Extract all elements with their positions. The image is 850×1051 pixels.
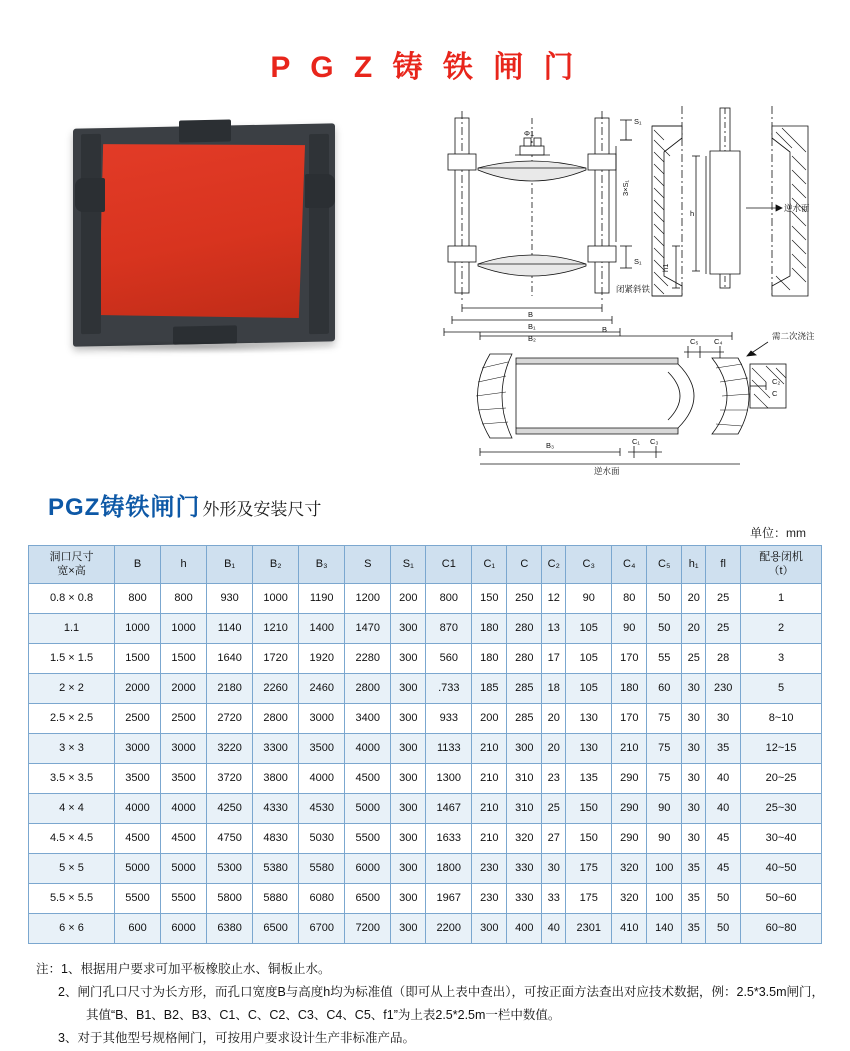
table-cell: 600 bbox=[115, 914, 161, 944]
table-cell: 4750 bbox=[207, 824, 253, 854]
table-cell: 1720 bbox=[253, 644, 299, 674]
gate-lug-left bbox=[75, 178, 105, 212]
table-cell: 300 bbox=[391, 674, 426, 704]
table-cell: 1467 bbox=[426, 794, 472, 824]
table-cell: 3000 bbox=[299, 704, 345, 734]
cell-opening-size: 3.5 × 3.5 bbox=[29, 764, 115, 794]
table-cell: 800 bbox=[426, 584, 472, 614]
label-c2: C₂ bbox=[772, 377, 781, 386]
col-header-C2: C₂ bbox=[542, 546, 566, 584]
table-cell: 210 bbox=[472, 764, 507, 794]
table-cell: 150 bbox=[566, 824, 612, 854]
table-cell: 45 bbox=[706, 824, 741, 854]
table-cell: 4250 bbox=[207, 794, 253, 824]
table-cell: 1640 bbox=[207, 644, 253, 674]
table-cell: 75 bbox=[647, 764, 682, 794]
table-cell: 5380 bbox=[253, 854, 299, 884]
table-cell: 4000 bbox=[161, 794, 207, 824]
table-cell: 7200 bbox=[345, 914, 391, 944]
table-cell: 40 bbox=[706, 764, 741, 794]
table-cell: 170 bbox=[612, 704, 647, 734]
table-cell: 4500 bbox=[161, 824, 207, 854]
table-cell: 3000 bbox=[161, 734, 207, 764]
cell-opening-size: 1.5 × 1.5 bbox=[29, 644, 115, 674]
table-cell: 300 bbox=[391, 764, 426, 794]
table-cell: 4000 bbox=[345, 734, 391, 764]
table-cell: 2260 bbox=[253, 674, 299, 704]
drawing-svg bbox=[420, 96, 830, 476]
table-cell: 2000 bbox=[115, 674, 161, 704]
table-cell: 3000 bbox=[115, 734, 161, 764]
col-header-h: h bbox=[161, 546, 207, 584]
table-cell: 200 bbox=[391, 584, 426, 614]
table-cell: 90 bbox=[647, 794, 682, 824]
table-cell: 320 bbox=[612, 884, 647, 914]
table-cell: 290 bbox=[612, 824, 647, 854]
label-b-front: B bbox=[528, 310, 534, 319]
table-cell: 105 bbox=[566, 644, 612, 674]
table-row bbox=[29, 854, 822, 884]
table-cell: 1920 bbox=[299, 644, 345, 674]
table-cell: 2460 bbox=[299, 674, 345, 704]
col-header-C1a: C1 bbox=[426, 546, 472, 584]
table-cell: 75 bbox=[647, 704, 682, 734]
label-b3-plan: B₃ bbox=[546, 441, 555, 450]
table-cell: 45 bbox=[706, 854, 741, 884]
table-cell: 170 bbox=[612, 644, 647, 674]
table-cell: 1633 bbox=[426, 824, 472, 854]
table-cell: 1140 bbox=[207, 614, 253, 644]
table-cell: 13 bbox=[542, 614, 566, 644]
table-cell: 4000 bbox=[115, 794, 161, 824]
table-cell: 2180 bbox=[207, 674, 253, 704]
cell-opening-size: 5 × 5 bbox=[29, 854, 115, 884]
table-cell: 930 bbox=[207, 584, 253, 614]
table-cell: 150 bbox=[566, 794, 612, 824]
technical-drawings bbox=[420, 96, 830, 476]
table-cell: 30~40 bbox=[741, 824, 822, 854]
table-cell: 55 bbox=[647, 644, 682, 674]
label-c: C bbox=[772, 389, 778, 398]
table-cell: 2800 bbox=[345, 674, 391, 704]
table-cell: 3 bbox=[741, 644, 822, 674]
table-cell: 35 bbox=[682, 914, 706, 944]
table-cell: 3500 bbox=[115, 764, 161, 794]
table-cell: 5880 bbox=[253, 884, 299, 914]
col-header-B2: B₂ bbox=[253, 546, 299, 584]
table-cell: 1133 bbox=[426, 734, 472, 764]
table-cell: 175 bbox=[566, 854, 612, 884]
table-cell: 35 bbox=[706, 734, 741, 764]
label-s1-bottom: S₁ bbox=[634, 257, 642, 266]
table-cell: 4330 bbox=[253, 794, 299, 824]
product-photo bbox=[55, 116, 355, 356]
table-cell: 1500 bbox=[161, 644, 207, 674]
table-cell: 4530 bbox=[299, 794, 345, 824]
table-cell: 90 bbox=[566, 584, 612, 614]
table-cell: 933 bbox=[426, 704, 472, 734]
table-cell: 2500 bbox=[161, 704, 207, 734]
table-cell: 30 bbox=[682, 824, 706, 854]
table-cell: 100 bbox=[647, 854, 682, 884]
table-cell: 130 bbox=[566, 734, 612, 764]
table-cell: 25 bbox=[706, 584, 741, 614]
table-cell: 210 bbox=[472, 824, 507, 854]
table-row bbox=[29, 734, 822, 764]
table-cell: 1300 bbox=[426, 764, 472, 794]
table-cell: 30 bbox=[706, 704, 741, 734]
table-cell: 150 bbox=[472, 584, 507, 614]
table-cell: 3220 bbox=[207, 734, 253, 764]
table-cell: 5000 bbox=[115, 854, 161, 884]
table-cell: 3720 bbox=[207, 764, 253, 794]
table-cell: 25 bbox=[542, 794, 566, 824]
table-cell: 300 bbox=[391, 704, 426, 734]
table-row bbox=[29, 884, 822, 914]
gate-panel bbox=[99, 140, 305, 322]
table-cell: 30 bbox=[682, 674, 706, 704]
col-header-opening-size: 洞口尺寸 宽×高 bbox=[29, 546, 115, 584]
table-row bbox=[29, 704, 822, 734]
label-c1-plan: C₁ bbox=[632, 437, 640, 446]
table-cell: 2500 bbox=[115, 704, 161, 734]
label-second-pour: 需二次浇注 bbox=[772, 331, 815, 341]
table-cell: 105 bbox=[566, 674, 612, 704]
table-cell: 20 bbox=[682, 614, 706, 644]
table-cell: 33 bbox=[542, 884, 566, 914]
table-row bbox=[29, 644, 822, 674]
table-cell: 320 bbox=[507, 824, 542, 854]
table-cell: 290 bbox=[612, 764, 647, 794]
table-cell: 1 bbox=[741, 584, 822, 614]
table-cell: 180 bbox=[472, 644, 507, 674]
table-cell: 90 bbox=[647, 824, 682, 854]
table-row bbox=[29, 764, 822, 794]
table-cell: 2200 bbox=[426, 914, 472, 944]
table-cell: 20 bbox=[542, 704, 566, 734]
table-cell: 6500 bbox=[345, 884, 391, 914]
table-cell: 6000 bbox=[345, 854, 391, 884]
table-cell: 800 bbox=[161, 584, 207, 614]
table-cell: 12~15 bbox=[741, 734, 822, 764]
table-cell: 185 bbox=[472, 674, 507, 704]
table-cell: 20 bbox=[682, 584, 706, 614]
table-cell: 330 bbox=[507, 884, 542, 914]
table-cell: 2280 bbox=[345, 644, 391, 674]
table-cell: 175 bbox=[566, 884, 612, 914]
label-back-face: 逆水面 bbox=[784, 203, 810, 213]
table-cell: 300 bbox=[391, 644, 426, 674]
table-cell: 80 bbox=[612, 584, 647, 614]
table-cell: 30 bbox=[682, 734, 706, 764]
table-cell: 50 bbox=[706, 884, 741, 914]
table-cell: 3500 bbox=[161, 764, 207, 794]
col-header-C5: C₅ bbox=[647, 546, 682, 584]
table-cell: 5500 bbox=[345, 824, 391, 854]
table-cell: 100 bbox=[647, 884, 682, 914]
table-cell: 300 bbox=[391, 824, 426, 854]
table-cell: 25~30 bbox=[741, 794, 822, 824]
col-header-C1b: C₁ bbox=[472, 546, 507, 584]
table-cell: 135 bbox=[566, 764, 612, 794]
table-cell: 4500 bbox=[345, 764, 391, 794]
cell-opening-size: 3 × 3 bbox=[29, 734, 115, 764]
table-cell: 285 bbox=[507, 704, 542, 734]
gate-lug-top bbox=[179, 119, 231, 142]
table-cell: 180 bbox=[472, 614, 507, 644]
table-cell: 320 bbox=[612, 854, 647, 884]
table-cell: 300 bbox=[391, 884, 426, 914]
label-h: h bbox=[690, 209, 695, 218]
table-cell: 28 bbox=[706, 644, 741, 674]
gate-photo-frame bbox=[73, 126, 335, 344]
table-cell: 2301 bbox=[566, 914, 612, 944]
table-cell: 6700 bbox=[299, 914, 345, 944]
table-cell: 2000 bbox=[161, 674, 207, 704]
table-cell: 3500 bbox=[299, 734, 345, 764]
col-header-fl: fl bbox=[706, 546, 741, 584]
table-cell: 210 bbox=[472, 794, 507, 824]
table-cell: 25 bbox=[706, 614, 741, 644]
table-cell: 230 bbox=[472, 884, 507, 914]
table-cell: 40~50 bbox=[741, 854, 822, 884]
table-cell: 285 bbox=[507, 674, 542, 704]
label-phi1: Φ1 bbox=[524, 129, 535, 138]
table-cell: 280 bbox=[507, 614, 542, 644]
notes-block bbox=[36, 958, 825, 1051]
table-cell: 35 bbox=[682, 854, 706, 884]
table-row bbox=[29, 824, 822, 854]
table-cell: 5000 bbox=[345, 794, 391, 824]
note-line-2: 2、闸门孔口尺寸为长方形，而孔口宽度B与高度h均为标准值（即可从上表中查出），可按正面方法查出对应技术数据，例：2.5*3.5m闸门， bbox=[58, 985, 825, 1000]
table-cell: 1200 bbox=[345, 584, 391, 614]
table-cell: 25 bbox=[682, 644, 706, 674]
col-header-C4: C₄ bbox=[612, 546, 647, 584]
table-cell: 40 bbox=[542, 914, 566, 944]
gate-lug-right bbox=[305, 174, 335, 208]
label-c4: C₄ bbox=[714, 337, 723, 346]
table-row bbox=[29, 794, 822, 824]
table-cell: 140 bbox=[647, 914, 682, 944]
table-cell: 560 bbox=[426, 644, 472, 674]
table-cell: 300 bbox=[391, 734, 426, 764]
table-cell: 105 bbox=[566, 614, 612, 644]
table-cell: 300 bbox=[391, 854, 426, 884]
table-cell: 50~60 bbox=[741, 884, 822, 914]
label-h1: h1 bbox=[661, 263, 670, 272]
table-cell: 6000 bbox=[161, 914, 207, 944]
table-cell: 210 bbox=[472, 734, 507, 764]
table-cell: 800 bbox=[115, 584, 161, 614]
table-cell: .733 bbox=[426, 674, 472, 704]
table-cell: 35 bbox=[682, 884, 706, 914]
table-cell: 2800 bbox=[253, 704, 299, 734]
table-cell: 60 bbox=[647, 674, 682, 704]
table-cell: 330 bbox=[507, 854, 542, 884]
col-header-S: S bbox=[345, 546, 391, 584]
table-cell: 130 bbox=[566, 704, 612, 734]
gate-rail-right bbox=[309, 134, 329, 334]
table-cell: 40 bbox=[706, 794, 741, 824]
table-cell: 1800 bbox=[426, 854, 472, 884]
table-cell: 300 bbox=[391, 914, 426, 944]
label-wedge: 闭紧斜铁 bbox=[616, 284, 651, 294]
spec-table-body bbox=[29, 584, 822, 944]
table-cell: 230 bbox=[706, 674, 741, 704]
table-cell: 1967 bbox=[426, 884, 472, 914]
table-cell: 8~10 bbox=[741, 704, 822, 734]
spec-table-wrapper bbox=[0, 541, 850, 944]
label-s1-top: S₁ bbox=[634, 117, 642, 126]
label-b-plan: B bbox=[602, 325, 608, 334]
table-cell: 50 bbox=[647, 584, 682, 614]
table-cell: 2 bbox=[741, 614, 822, 644]
table-cell: 4500 bbox=[115, 824, 161, 854]
table-cell: 75 bbox=[647, 734, 682, 764]
cell-opening-size: 1.1 bbox=[29, 614, 115, 644]
table-cell: 5300 bbox=[207, 854, 253, 884]
illustration-area bbox=[0, 96, 850, 481]
table-cell: 200 bbox=[472, 704, 507, 734]
col-header-C3: C₃ bbox=[566, 546, 612, 584]
table-cell: 5800 bbox=[207, 884, 253, 914]
table-cell: 5030 bbox=[299, 824, 345, 854]
table-cell: 210 bbox=[612, 734, 647, 764]
col-header-S1: S₁ bbox=[391, 546, 426, 584]
table-cell: 5 bbox=[741, 674, 822, 704]
photo-shadow bbox=[65, 340, 345, 354]
table-cell: 5500 bbox=[161, 884, 207, 914]
table-cell: 410 bbox=[612, 914, 647, 944]
label-c3-plan: C₃ bbox=[650, 437, 659, 446]
label-c5: C₅ bbox=[690, 337, 699, 346]
col-header-B3: B₃ bbox=[299, 546, 345, 584]
note-line-4: 3、对于其他型号规格闸门，可按用户要求设计生产非标准产品。 bbox=[58, 1031, 415, 1046]
col-header-C: C bbox=[507, 546, 542, 584]
table-row bbox=[29, 584, 822, 614]
unit-label: 单位：mm bbox=[750, 526, 806, 540]
table-cell: 30 bbox=[682, 794, 706, 824]
table-cell: 27 bbox=[542, 824, 566, 854]
table-cell: 20~25 bbox=[741, 764, 822, 794]
section-title-main: PGZ铸铁闸门 bbox=[48, 494, 201, 521]
cell-opening-size: 4 × 4 bbox=[29, 794, 115, 824]
table-cell: 6500 bbox=[253, 914, 299, 944]
table-cell: 5500 bbox=[115, 884, 161, 914]
col-header-hoist: 配용闭机 （t） bbox=[741, 546, 822, 584]
section-heading bbox=[48, 487, 850, 522]
table-cell: 400 bbox=[507, 914, 542, 944]
spec-table bbox=[28, 545, 822, 944]
col-header-h1: h₁ bbox=[682, 546, 706, 584]
col-header-B1: B₁ bbox=[207, 546, 253, 584]
cell-opening-size: 2 × 2 bbox=[29, 674, 115, 704]
table-cell: 300 bbox=[391, 794, 426, 824]
cell-opening-size: 6 × 6 bbox=[29, 914, 115, 944]
label-front-face: 逆水面 bbox=[594, 466, 620, 476]
table-cell: 310 bbox=[507, 764, 542, 794]
table-cell: 1000 bbox=[161, 614, 207, 644]
table-cell: 30 bbox=[682, 704, 706, 734]
table-cell: 1400 bbox=[299, 614, 345, 644]
table-cell: 5580 bbox=[299, 854, 345, 884]
table-row bbox=[29, 674, 822, 704]
table-cell: 4000 bbox=[299, 764, 345, 794]
cell-opening-size: 0.8 × 0.8 bbox=[29, 584, 115, 614]
table-cell: 4830 bbox=[253, 824, 299, 854]
gate-rail-left bbox=[81, 134, 101, 334]
table-cell: 1190 bbox=[299, 584, 345, 614]
table-cell: 310 bbox=[507, 794, 542, 824]
table-cell: 50 bbox=[647, 614, 682, 644]
table-cell: 23 bbox=[542, 764, 566, 794]
table-row bbox=[29, 914, 822, 944]
table-cell: 870 bbox=[426, 614, 472, 644]
table-row bbox=[29, 614, 822, 644]
table-cell: 50 bbox=[706, 914, 741, 944]
table-cell: 6380 bbox=[207, 914, 253, 944]
table-cell: 60~80 bbox=[741, 914, 822, 944]
table-cell: 230 bbox=[472, 854, 507, 884]
note-line-1: 注：1、根据用户要求可加平板橡胶止水、铜板止水。 bbox=[36, 962, 331, 976]
table-cell: 300 bbox=[391, 614, 426, 644]
table-cell: 3800 bbox=[253, 764, 299, 794]
table-cell: 20 bbox=[542, 734, 566, 764]
table-cell: 280 bbox=[507, 644, 542, 674]
table-header-row bbox=[29, 546, 822, 584]
page-title: P G Z 铸 铁 闸 门 bbox=[270, 51, 580, 84]
table-cell: 18 bbox=[542, 674, 566, 704]
cell-opening-size: 5.5 × 5.5 bbox=[29, 884, 115, 914]
label-b2-front: B₂ bbox=[528, 334, 536, 343]
note-line-3: 其值“B、B1、B2、B3、C1、C、C2、C3、C4、C5、f1”为上表2.5*2.5m一栏中数值。 bbox=[86, 1008, 561, 1023]
table-cell: 1000 bbox=[253, 584, 299, 614]
table-cell: 5000 bbox=[161, 854, 207, 884]
table-cell: 6080 bbox=[299, 884, 345, 914]
section-title-sub: 外形及安装尺寸 bbox=[202, 500, 322, 519]
cell-opening-size: 2.5 × 2.5 bbox=[29, 704, 115, 734]
label-b1-front: B₁ bbox=[528, 322, 536, 331]
table-cell: 90 bbox=[612, 614, 647, 644]
table-cell: 30 bbox=[542, 854, 566, 884]
table-cell: 1210 bbox=[253, 614, 299, 644]
table-cell: 12 bbox=[542, 584, 566, 614]
table-cell: 1000 bbox=[115, 614, 161, 644]
spec-table-head bbox=[29, 546, 822, 584]
table-cell: 300 bbox=[507, 734, 542, 764]
table-cell: 300 bbox=[472, 914, 507, 944]
table-cell: 30 bbox=[682, 764, 706, 794]
label-3s1: 3×S₁ bbox=[621, 179, 630, 196]
table-cell: 3300 bbox=[253, 734, 299, 764]
table-cell: 180 bbox=[612, 674, 647, 704]
table-cell: 290 bbox=[612, 794, 647, 824]
table-cell: 1470 bbox=[345, 614, 391, 644]
table-cell: 3400 bbox=[345, 704, 391, 734]
table-cell: 1500 bbox=[115, 644, 161, 674]
table-cell: 17 bbox=[542, 644, 566, 674]
table-cell: 250 bbox=[507, 584, 542, 614]
table-cell: 2720 bbox=[207, 704, 253, 734]
cell-opening-size: 4.5 × 4.5 bbox=[29, 824, 115, 854]
col-header-B: B bbox=[115, 546, 161, 584]
